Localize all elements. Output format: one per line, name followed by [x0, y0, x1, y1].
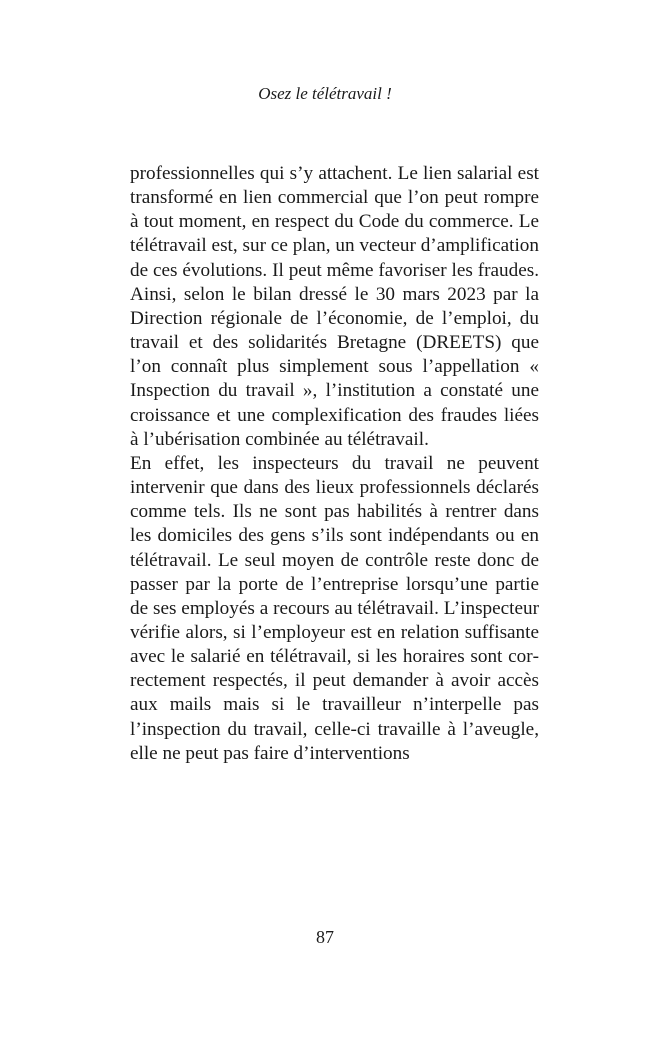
running-head: Osez le télétravail !: [258, 84, 392, 103]
paragraph-2: En effet, les inspecteurs du travail ne peuvent intervenir que dans des lieux professionnels déclarés comme tels. Ils ne sont pas habilités à rentrer dans les domiciles des gens s’ils sont indépendants ou en télétravail. Le seul moyen de contrôle reste donc de passer par la porte de l’entreprise lorsqu’une partie de ses employés a recours au télétravail. L’inspecteur vérifie alors, si l’employeur est en relation suffisante avec le salarié en télétravail, si les horaires sont correctement respectés, il peut demander à avoir accès aux mails mais si le travailleur n’interpelle pas l’inspection du travail, celle-ci travaille à l’aveugle, elle ne peut pas faire d’interventions: [130, 452, 539, 764]
body-text: [130, 162, 539, 766]
paragraph-1: professionnelles qui s’y attachent. Le lien salarial est transformé en lien commercial que l’on peut rompre à tout moment, en respect du Code du commerce. Le télétravail est, sur ce plan, un vecteur d’amplification de ces évolutions. Il peut même favoriser les fraudes. Ainsi, selon le bilan dressé le 30 mars 2023 par la Direction régionale de l’économie, de l’emploi, du travail et des solidarités Bretagne (DREETS) que l’on connaît plus simplement sous l’appellation « Inspection du travail », l’institution a constaté une croissance et une complexification des fraudes liées à l’ubérisation combinée au télétravail.: [130, 163, 539, 450]
page-number: 87: [316, 927, 334, 947]
